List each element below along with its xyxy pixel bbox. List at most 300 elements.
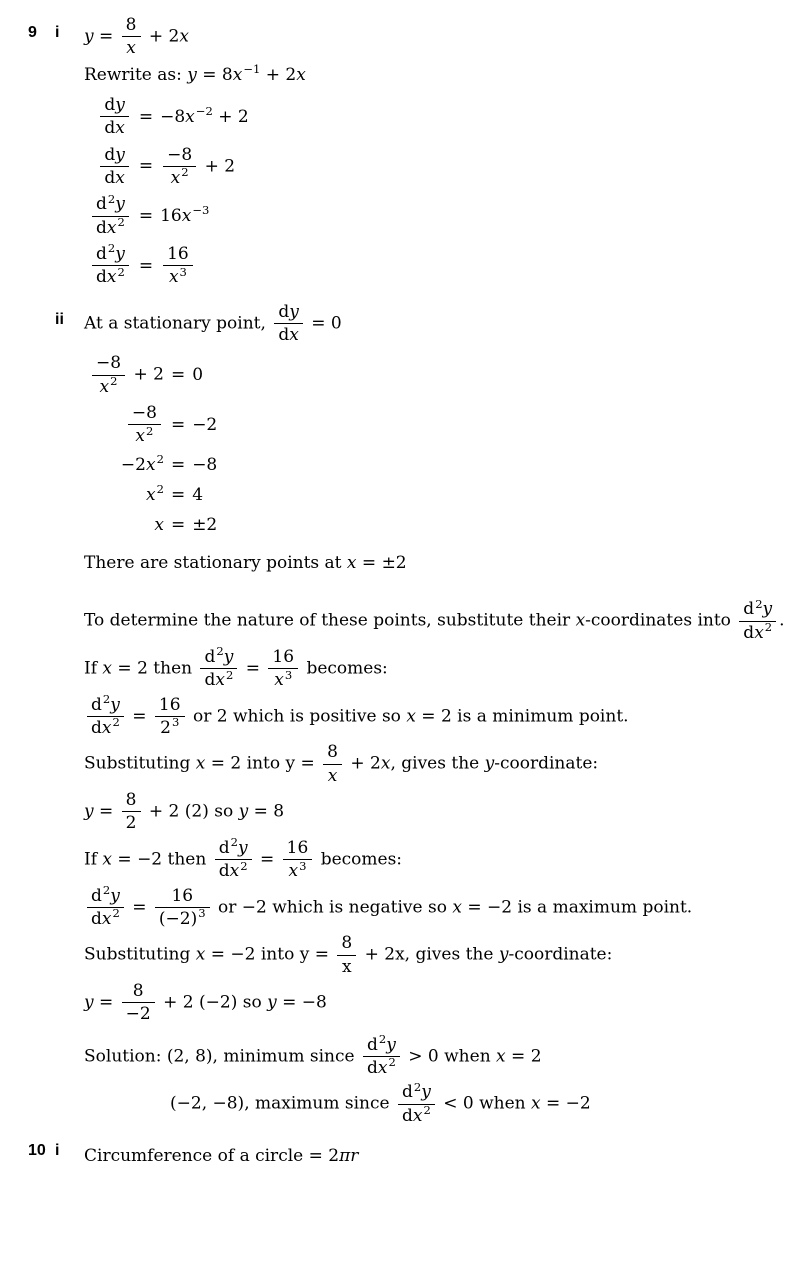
math-line [84, 1145, 802, 1167]
text-run: = [126, 706, 152, 727]
math-line [84, 1032, 802, 1079]
math-line [84, 743, 802, 785]
text-run: + 2 [128, 364, 164, 385]
superscript: −2 [195, 103, 213, 118]
fraction-numerator [92, 354, 125, 374]
math-line [84, 644, 802, 691]
math-variable: x [135, 426, 146, 447]
fraction-denominator [363, 1056, 400, 1077]
math-variable: x [154, 515, 164, 536]
text-run: , gives the [390, 753, 485, 774]
equals-sign: = [170, 414, 186, 435]
text-run: becomes: [315, 849, 403, 870]
math-variable: x [232, 64, 243, 85]
problem-number: 10 [28, 1142, 46, 1160]
fraction [163, 245, 193, 287]
equals-sign: = [138, 255, 154, 276]
problem-number [28, 297, 55, 308]
fraction [155, 887, 210, 929]
superscript: 2 [110, 374, 118, 389]
text-run: d [367, 1034, 378, 1055]
fraction-denominator [283, 859, 313, 880]
equals-sign: = [170, 365, 186, 386]
text-run: 16 [272, 646, 295, 667]
text-run: = −2 then [112, 849, 212, 870]
superscript: 2 [388, 1055, 396, 1070]
fraction-denominator [155, 716, 185, 737]
superscript: 2 [107, 241, 116, 256]
text-run: There are stationary points at [84, 553, 347, 574]
math-variable: x [229, 861, 240, 882]
text-run: x [342, 956, 352, 977]
text-run: 8 [125, 15, 137, 35]
math-variable: x [380, 753, 391, 774]
math-line [84, 596, 802, 643]
superscript: 3 [179, 264, 187, 279]
fraction-denominator [92, 375, 125, 396]
equation-rhs [160, 191, 249, 241]
text-run: = 2 then [112, 658, 198, 679]
equation-lhs [89, 480, 164, 510]
math-variable: x [170, 167, 181, 188]
fraction [274, 303, 303, 345]
text-run: 16 [158, 694, 181, 715]
math-variable: x [101, 908, 112, 929]
text-run: −8 [167, 144, 193, 165]
fraction-numerator [122, 982, 155, 1002]
math-variable: y [223, 646, 234, 667]
fraction [323, 743, 342, 785]
fraction [155, 696, 185, 738]
text-run: If [84, 849, 103, 870]
text-run: At a stationary point, [84, 313, 272, 334]
superscript: 2 [102, 692, 111, 706]
text-run: −2 [120, 454, 146, 475]
math-variable: y [84, 801, 94, 822]
math-variable: y [115, 243, 125, 264]
document-body [28, 10, 802, 1173]
fraction [87, 692, 124, 739]
math-variable: x [496, 1046, 506, 1067]
text-run: = [93, 26, 119, 47]
part-content [84, 297, 802, 1131]
text-run: ±2 [192, 515, 218, 536]
superscript: 2 [112, 906, 120, 921]
fraction-numerator [92, 241, 129, 265]
superscript: 2 [755, 596, 763, 611]
math-variable: x [115, 167, 125, 188]
fraction [739, 596, 776, 643]
math-line [170, 1079, 802, 1126]
text-run: = [240, 658, 266, 679]
equation-lhs [89, 400, 164, 450]
math-variable: x [145, 454, 156, 475]
text-run: If [84, 658, 103, 679]
fraction-numerator [87, 692, 124, 716]
text-run: −2 [125, 1004, 151, 1025]
math-variable: x [185, 106, 195, 127]
math-line [84, 16, 802, 58]
text-run: 0 [192, 365, 204, 386]
superscript: 2 [181, 165, 189, 180]
text-run: −8 [96, 353, 122, 374]
superscript: 2 [225, 667, 234, 682]
text-run: Rewrite as: [84, 64, 188, 85]
math-variable: x [754, 622, 764, 643]
fraction-denominator [200, 668, 237, 689]
math-variable: y [386, 1034, 396, 1055]
fraction-denominator [268, 668, 298, 689]
text-run: (−2, −8), maximum since [170, 1093, 395, 1114]
equals-sign: = [170, 515, 186, 536]
text-run: 2 [125, 813, 137, 834]
text-run: + 2 [143, 26, 180, 47]
text-run: Substituting [84, 944, 196, 965]
fraction-numerator [323, 743, 342, 763]
text-run: or 2 which is positive so [187, 706, 407, 727]
text-run: = 2 is a minimum point. [415, 706, 629, 727]
math-line [84, 303, 802, 345]
fraction-denominator [163, 265, 193, 286]
math-variable: y [115, 144, 125, 165]
text-run: d [96, 194, 107, 215]
fraction [122, 791, 141, 833]
text-run: becomes: [301, 658, 388, 679]
superscript: −3 [192, 203, 210, 218]
superscript: 2 [764, 619, 773, 634]
math-variable: x [101, 718, 112, 739]
text-run: −8 [160, 106, 186, 127]
math-variable: y [238, 801, 249, 822]
text-run: d [743, 599, 755, 620]
math-variable: x [102, 849, 113, 870]
equals-sign: = [138, 206, 154, 227]
math-variable: x [106, 217, 117, 238]
text-run: = [93, 992, 119, 1013]
text-run: d [91, 908, 102, 929]
text-run: . [779, 610, 785, 631]
superscript: 2 [156, 452, 164, 467]
math-line [84, 64, 802, 86]
fraction-numerator [163, 146, 196, 166]
equation-row [89, 241, 249, 291]
text-run: −8 [192, 454, 218, 475]
math-variable: x [406, 706, 416, 727]
fraction-denominator [739, 621, 776, 642]
text-run: −2 [192, 414, 218, 435]
equals-sign: = [170, 484, 186, 505]
text-run: d [278, 301, 290, 322]
equation-row [89, 92, 249, 142]
equation-lhs [89, 241, 132, 291]
fraction [283, 839, 313, 881]
text-run: + 2 [212, 106, 249, 127]
fraction [100, 96, 129, 138]
math-variable: x [179, 26, 189, 47]
fraction-denominator [100, 116, 129, 137]
text-run: d [204, 646, 216, 667]
equals-sign: = [138, 156, 154, 177]
fraction-numerator [155, 696, 185, 716]
aligned-equations-body [89, 92, 249, 291]
superscript: 2 [378, 1032, 387, 1047]
math-variable: y [237, 837, 248, 858]
fraction-denominator [92, 265, 129, 286]
equation-lhs [89, 142, 132, 192]
fraction-numerator [200, 644, 237, 668]
math-variable: x [531, 1093, 541, 1114]
superscript: 2 [146, 423, 154, 438]
superscript: 3 [299, 858, 307, 873]
text-run: d [401, 1082, 413, 1103]
fraction [87, 882, 124, 929]
text-run: To determine the nature of these points, substitute their [84, 610, 576, 631]
superscript: 2 [230, 835, 238, 850]
superscript: 2 [117, 214, 125, 229]
part-10-i [28, 1139, 802, 1173]
equation-row [89, 400, 217, 450]
equation-lhs [89, 191, 132, 241]
equation-row [89, 510, 217, 540]
text-run: d [91, 718, 102, 739]
fraction-numerator [215, 835, 252, 859]
superscript: 3 [198, 906, 206, 921]
fraction-numerator [363, 1032, 400, 1056]
text-run: = 8 [196, 64, 233, 85]
text-run: d [91, 694, 102, 715]
text-run: d [204, 670, 216, 691]
equation-row [89, 191, 249, 241]
math-variable: x [327, 765, 338, 786]
text-run: 8 [132, 980, 144, 1001]
superscript: 2 [216, 644, 224, 659]
text-run: d [96, 267, 107, 288]
text-run: = 0 [305, 313, 342, 334]
text-run: 16 [160, 206, 182, 227]
math-variable: x [102, 658, 113, 679]
text-run: 8 [327, 742, 338, 763]
text-run: = −2 into y = [205, 944, 335, 965]
equation-rhs [192, 400, 217, 450]
superscript: 2 [156, 482, 164, 497]
equation-rhs [160, 241, 249, 291]
math-variable: x [288, 861, 299, 882]
fraction [122, 16, 141, 58]
equation-lhs [89, 510, 164, 540]
equals-sign: = [138, 106, 154, 127]
part-label: i [55, 24, 60, 41]
fraction-numerator [100, 146, 129, 166]
math-variable: y [484, 753, 495, 774]
text-run: (−2) [158, 908, 198, 929]
math-variable: x [575, 610, 586, 631]
fraction [268, 648, 298, 690]
fraction-denominator [87, 716, 124, 737]
part-9-ii [28, 297, 802, 1131]
equals-sign: = [170, 454, 186, 475]
superscript: 2 [102, 882, 111, 897]
text-run: d [96, 217, 107, 238]
text-run: d [104, 167, 116, 188]
part-label: i [55, 1142, 60, 1160]
fraction-numerator [122, 16, 141, 36]
fraction [398, 1079, 435, 1126]
text-run: or −2 which is negative so [212, 896, 453, 917]
math-variable: x [289, 325, 299, 346]
superscript: 2 [107, 191, 116, 206]
fraction-numerator [337, 934, 356, 954]
text-run: d [218, 861, 230, 882]
fraction-numerator [122, 791, 141, 811]
fraction-denominator [122, 36, 141, 57]
fraction-numerator [398, 1079, 435, 1103]
math-variable: y [421, 1082, 431, 1103]
math-variable: y [115, 194, 125, 215]
math-line [84, 934, 802, 976]
equation-row [89, 350, 217, 400]
text-run: 16 [171, 885, 194, 906]
math-variable: x [377, 1058, 388, 1079]
equation-row [89, 480, 217, 510]
superscript: 3 [171, 715, 180, 730]
text-run: = ±2 [356, 553, 407, 574]
text-run: < 0 when [437, 1093, 532, 1114]
text-run: d [367, 1058, 378, 1079]
text-run: + 2 [199, 155, 236, 176]
math-line [84, 692, 802, 739]
math-variable: y [115, 94, 125, 115]
fraction [215, 835, 252, 882]
math-variable: y [762, 599, 773, 620]
math-variable: y [498, 944, 509, 965]
fraction [200, 644, 237, 691]
superscript: 2 [240, 858, 248, 873]
math-line [84, 552, 802, 574]
superscript: −1 [243, 62, 261, 77]
superscript: 2 [423, 1103, 431, 1118]
math-variable: x [296, 64, 306, 85]
text-run: d [218, 837, 230, 858]
math-variable: x [115, 118, 125, 139]
superscript: 2 [117, 264, 125, 279]
fraction-numerator [739, 596, 776, 620]
fraction-denominator [87, 907, 124, 928]
fraction [128, 404, 161, 446]
fraction-numerator [274, 303, 303, 323]
equation-rhs [192, 350, 217, 400]
text-run: = 2 [505, 1046, 542, 1067]
equation-row [89, 450, 217, 480]
part-content [84, 1139, 802, 1173]
equation-rhs [160, 142, 249, 192]
fraction-denominator [215, 859, 252, 880]
equation-rhs [192, 450, 217, 480]
equation-lhs [89, 92, 132, 142]
math-variable: y [267, 992, 277, 1013]
text-run: = [254, 849, 280, 870]
fraction-denominator [398, 1104, 435, 1125]
superscript: 3 [284, 667, 293, 682]
math-variable: x [452, 896, 462, 917]
math-variable: x [168, 267, 179, 288]
math-variable: y [187, 64, 197, 85]
text-run: -coordinates into [585, 610, 737, 631]
text-run: Substituting [84, 753, 196, 774]
fraction-denominator [274, 323, 303, 344]
fraction-denominator [163, 166, 196, 187]
fraction-denominator [100, 166, 129, 187]
fraction-numerator [128, 404, 161, 424]
text-run: = [126, 896, 152, 917]
text-run: d [278, 325, 290, 346]
part-9-i [28, 10, 802, 293]
text-run: d [401, 1105, 413, 1126]
math-variable: y [84, 992, 94, 1013]
text-run: + 2 [260, 64, 297, 85]
text-run: Solution: (2, 8), minimum since [84, 1046, 360, 1067]
text-run: d [96, 243, 107, 264]
math-variable: y [110, 694, 120, 715]
part-content [84, 10, 802, 293]
math-variable: y [289, 301, 299, 322]
text-run: -coordinate: [508, 944, 613, 965]
math-line [84, 982, 802, 1024]
text-run: = [93, 801, 119, 822]
math-variable: r [350, 1146, 359, 1167]
fraction-denominator [323, 764, 342, 785]
text-run: = −2 is a maximum point. [461, 896, 693, 917]
math-variable: y [110, 885, 120, 906]
fraction-denominator [155, 907, 210, 928]
math-variable: x [145, 484, 156, 505]
fraction [92, 354, 125, 396]
equation-rhs [160, 92, 249, 142]
text-run: 16 [167, 243, 189, 264]
part-label: ii [55, 310, 64, 328]
math-variable: x [181, 206, 192, 227]
equation-rhs [192, 480, 217, 510]
text-run: d [743, 622, 755, 643]
equation-lhs [89, 450, 164, 480]
fraction [92, 241, 129, 288]
fraction [100, 146, 129, 188]
fraction-numerator [163, 245, 193, 265]
text-run: = 2 into y = [205, 753, 321, 774]
math-variable: x [274, 670, 284, 691]
math-variable: x [126, 38, 136, 59]
math-variable: x [195, 753, 206, 774]
fraction-numerator [87, 882, 124, 907]
fraction-numerator [92, 191, 129, 215]
fraction-denominator [92, 216, 129, 237]
math-variable: x [346, 553, 357, 574]
fraction-denominator [337, 955, 356, 976]
text-run: d [104, 144, 116, 165]
aligned-equations [89, 92, 249, 291]
math-line [84, 882, 802, 929]
text-run: + 2x, gives the [359, 944, 499, 965]
fraction-denominator [128, 424, 161, 445]
text-run: d [104, 118, 116, 139]
superscript: 2 [413, 1079, 422, 1094]
math-variable: x [99, 376, 110, 397]
fraction [92, 191, 129, 238]
math-line [84, 835, 802, 882]
math-variable: y [84, 26, 94, 47]
text-run: = 8 [248, 801, 285, 822]
text-run: = −8 [276, 992, 327, 1013]
text-run: > 0 when [402, 1046, 497, 1067]
